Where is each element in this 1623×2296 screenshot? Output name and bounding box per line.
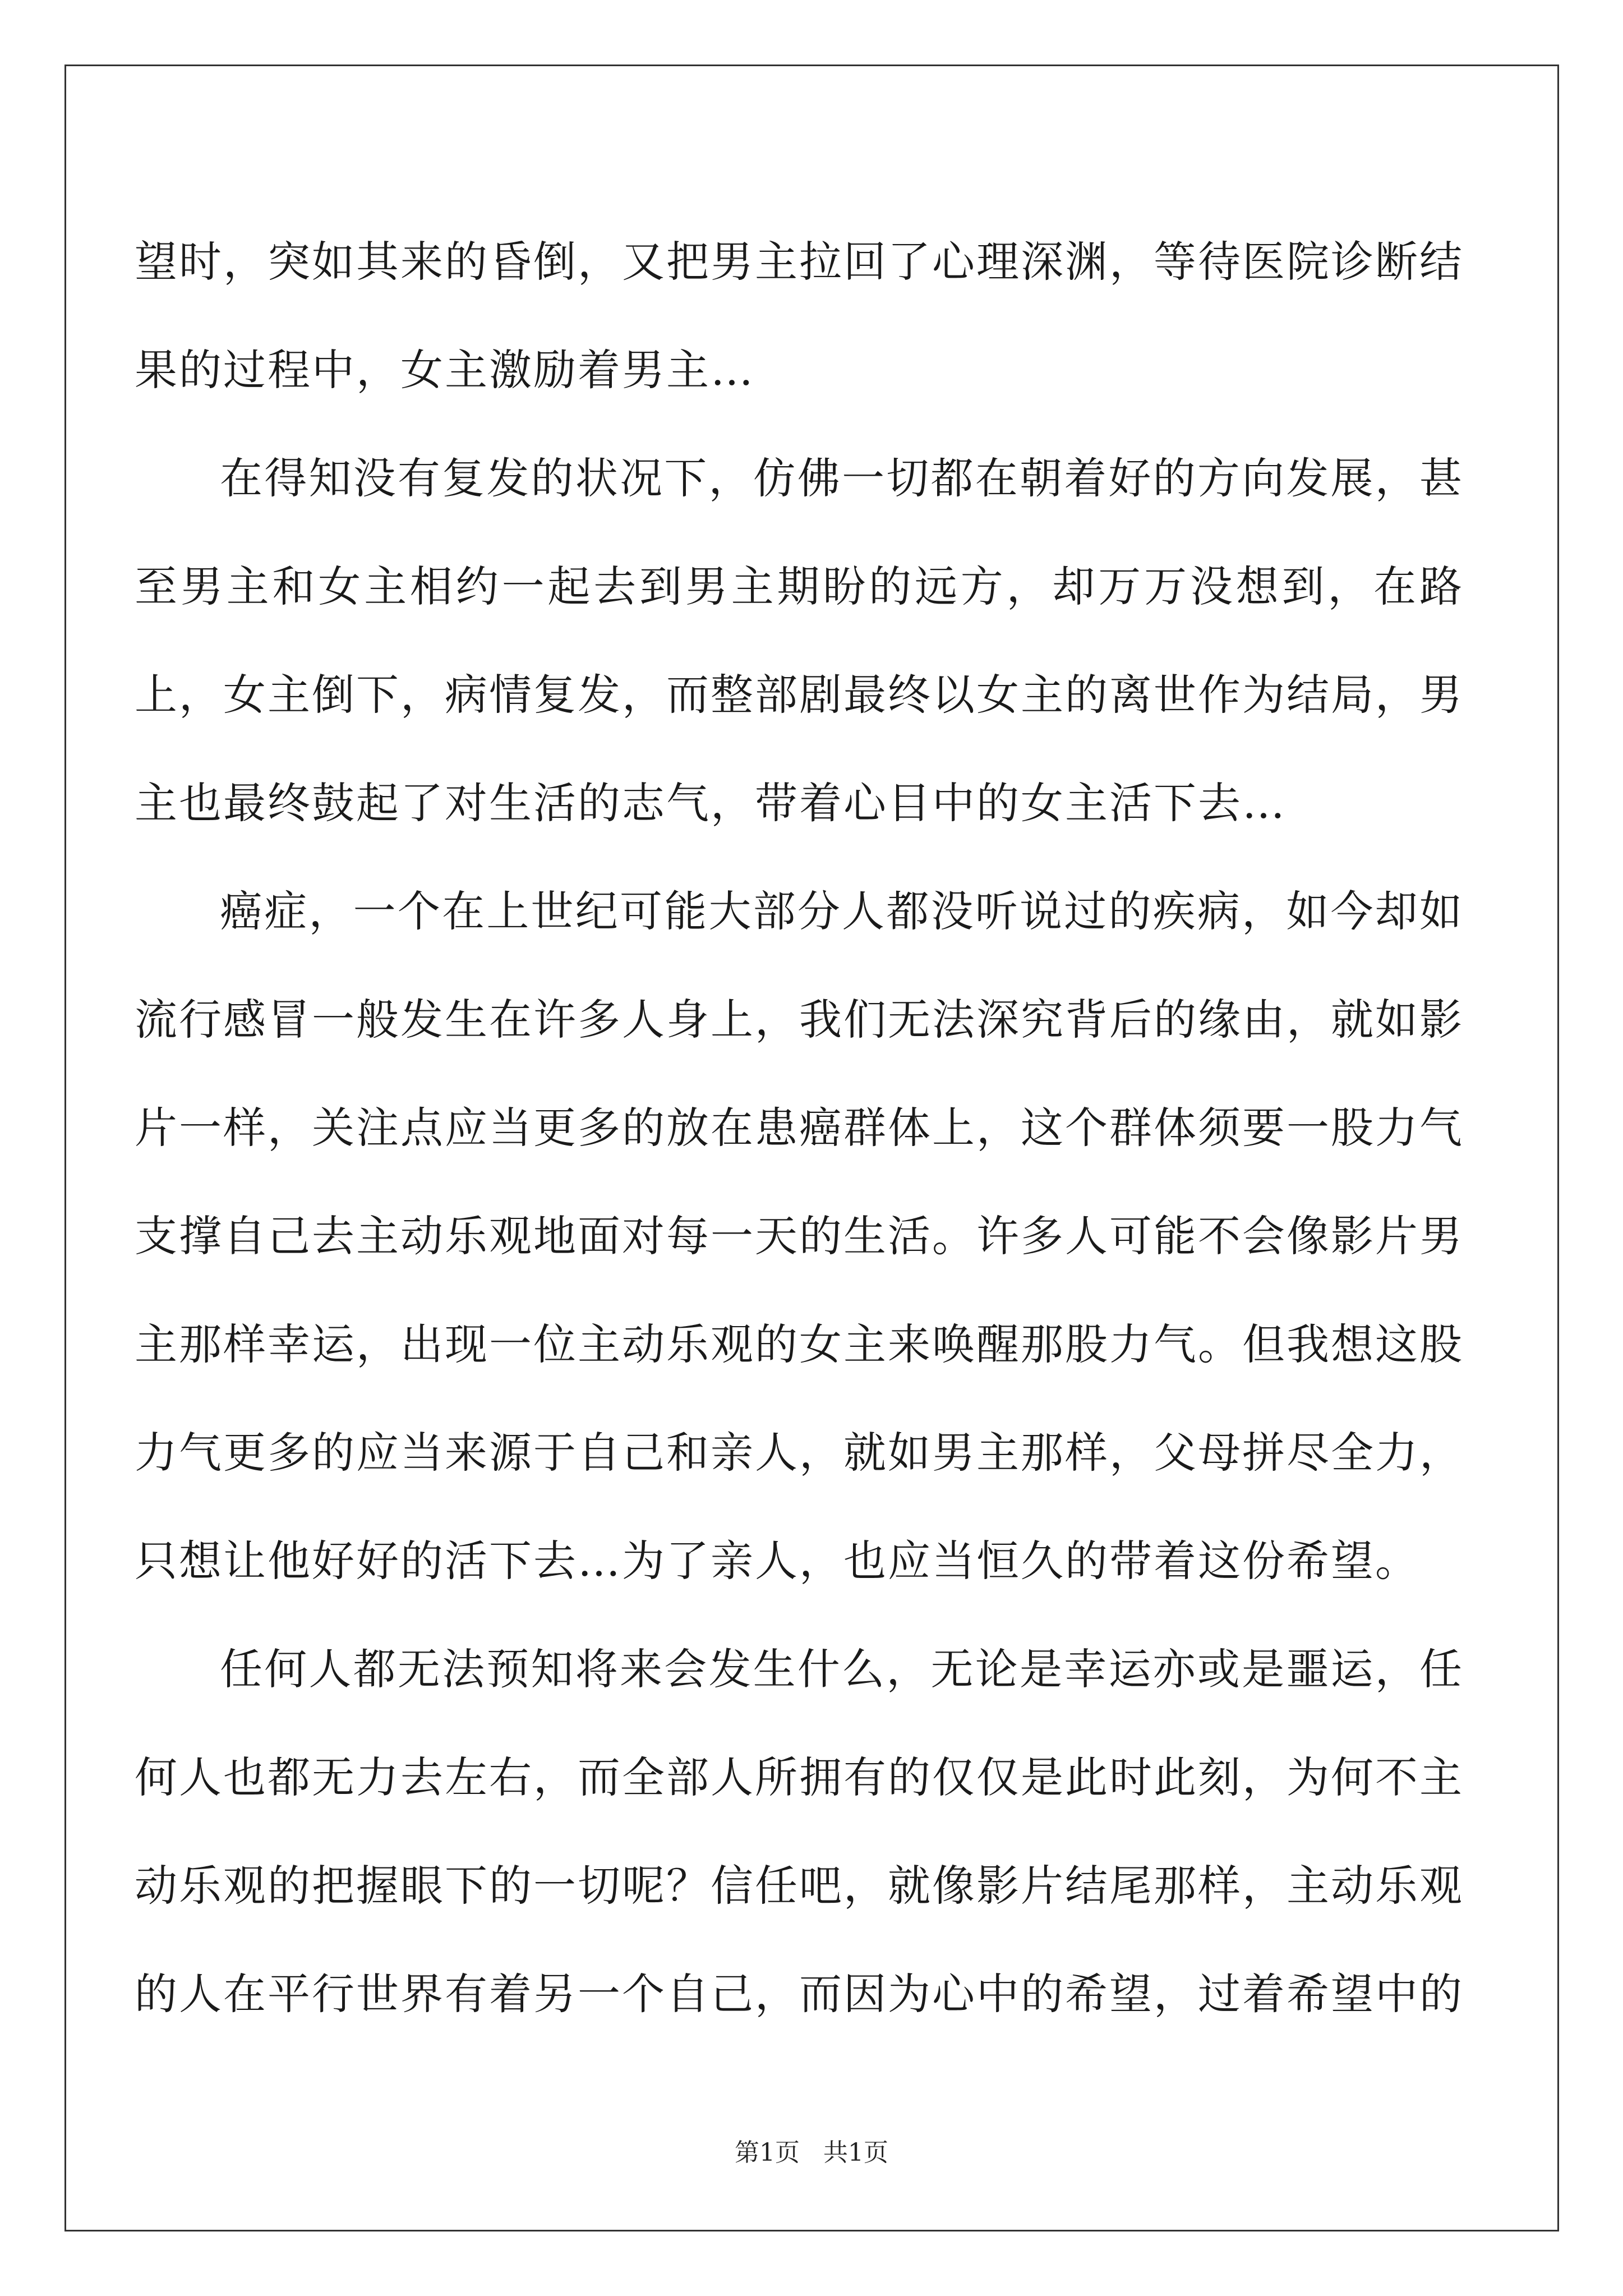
paragraph-1: 望时，突如其来的昏倒，又把男主拉回了心理深渊，等待医院诊断结果的过程中，女主激励着男主… (135, 237, 1464, 395)
page-number-footer: 第1页 共1页 (735, 2138, 888, 2167)
document-body (135, 208, 1464, 2048)
paragraph-4: 任何人都无法预知将来会发生什么，无论是幸运亦或是噩运，任何人也都无力去左右，而全部人所拥有的仅仅是此时此刻，为何不主动乐观的把握眼下的一切呢？信任吧，就像影片结尾那样，主动乐观的人在平行世界有着另一个自己，而因为心中的希望，过着希望中的 (135, 1644, 1464, 2019)
paragraph-2: 在得知没有复发的状况下，仿佛一切都在朝着好的方向发展，甚至男主和女主相约一起去到男主期盼的远方，却万万没想到，在路上，女主倒下，病情复发，而整部剧最终以女主的离世作为结局，男主也最终鼓起了对生活的志气，带着心目中的女主活下去… (135, 453, 1464, 828)
paragraph-3: 癌症，一个在上世纪可能大部分人都没听说过的疾病，如今却如流行感冒一般发生在许多人身上，我们无法深究背后的缘由，就如影片一样，关注点应当更多的放在患癌群体上，这个群体须要一股力气支撑自己去主动乐观地面对每一天的生活。许多人可能不会像影片男主那样幸运，出现一位主动乐观的女主来唤醒那股力气。但我想这股力气更多的应当来源于自己和亲人，就如男主那样，父母拼尽全力，只想让他好好的活下去…为了亲人，也应当恒久的带着这份希望。 (135, 886, 1464, 1586)
